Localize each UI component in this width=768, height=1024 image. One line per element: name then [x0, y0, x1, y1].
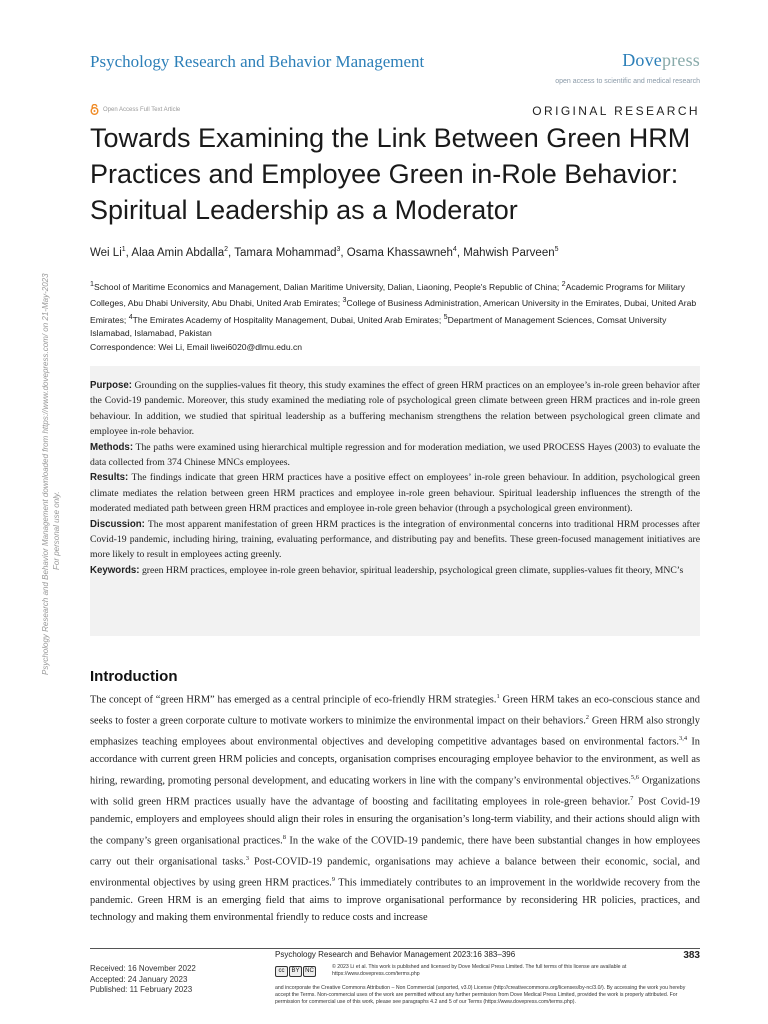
citation-ref: 8 — [282, 833, 286, 841]
abstract-box — [90, 366, 700, 636]
section-heading-introduction: Introduction — [90, 668, 178, 685]
author-list — [90, 246, 559, 259]
affiliation-mark: 5 — [443, 312, 448, 321]
intro-text: The concept of “green HRM” has emerged as a central principle of eco-friendly HRM strategies. — [90, 694, 497, 706]
journal-name: Psychology Research and Behavior Management — [90, 52, 425, 71]
affiliation-text: The Emirates Academy of Hospitality Management, Dubai, United Arab Emirates; — [132, 314, 444, 325]
affiliation-mark: 3 — [342, 296, 347, 305]
abstract-label: Methods: — [90, 441, 134, 453]
page-number: 383 — [683, 950, 700, 961]
citation-ref: 3,4 — [678, 735, 688, 743]
intro-text: In the wake of the COVID-19 pandemic, there have been substantial changes in how employees carry out their organisational tasks. — [90, 834, 700, 868]
abstract-text: Grounding on the supplies-values fit theory, this study examines the effect of green HRM practices on an employee’s in-role green behavior after the Covid-19 pandemic. Moreover, this study examined the mediating role of psychological green climate between green HRM practices and in-role green behaviour. In addition, we studied that spiritual leadership as a buffering mechanism strengthens the relation between psychological green climate and employee in-role behavior. — [90, 380, 700, 438]
author-separator: , — [228, 246, 235, 259]
download-watermark — [40, 180, 60, 680]
cc-icon: cc — [275, 966, 288, 977]
abstract-text: The most apparent manifestation of green HRM practices is the integration of environmental concerns into traditional HRM processes after Covid-19 pandemic, including hiring, training, evaluating performance, and distributing pay and benefits. These green-focused management initiatives are more likely to result in employees acting greenly. — [90, 518, 700, 561]
author-affiliation-mark: 1 — [121, 246, 126, 253]
article-type: ORIGINAL RESEARCH — [532, 104, 700, 118]
author-separator: , — [456, 246, 464, 259]
citation-ref: 3 — [245, 854, 250, 862]
introduction-body — [90, 688, 700, 927]
citation-ref: 2 — [585, 714, 590, 722]
author-name: Mahwish Parveen — [463, 246, 555, 259]
open-access-icon — [90, 104, 99, 115]
abstract-label: Purpose: — [90, 380, 132, 391]
by-icon: BY — [289, 966, 302, 977]
abstract-text: The paths were examined using hierarchical multiple regression and for moderation mediation, we used PROCESS Hayes (2003) to evaluate the data collected from 374 Chinese MNCs employees. — [90, 441, 700, 469]
abstract-paragraph — [90, 440, 700, 471]
affiliation-mark: 2 — [561, 280, 566, 288]
citation-ref: 9 — [331, 875, 335, 883]
publisher-logo-dove: Dove — [622, 50, 662, 70]
intro-text: In accordance with current green HRM policies and concepts, organisation comprises encouraging employee behavior to the environment, as well as hiring, rewarding, promoting personal development, and educating workers in line with the company’s environmental objectives. — [90, 736, 700, 787]
intro-text: Post-COVID-19 pandemic, organisations may achieve a balance between their economic, social, and environmental objectives by using green HRM practices. — [90, 856, 700, 889]
open-access-label — [90, 104, 180, 115]
author-affiliation-mark: 5 — [554, 246, 559, 253]
citation-ref: 1 — [496, 693, 500, 700]
author-affiliation-mark: 3 — [336, 246, 341, 253]
received-date: Received: 16 November 2022 — [90, 964, 196, 973]
author-separator: , — [340, 246, 347, 259]
author-affiliation-mark: 2 — [224, 246, 229, 253]
article-title: Towards Examining the Link Between Green HRM Practices and Employee Green in-Role Behavior: Spiritual Leadership as a Moderator — [90, 123, 691, 225]
affiliation-text: School of Maritime Economics and Management, Dalian Maritime University, Dalian, Liaoning, People's Republic of China; — [93, 281, 562, 292]
abstract-paragraph — [90, 378, 700, 440]
abstract-text: green HRM practices, employee in-role green behavior, spiritual leadership, psychological green climate, supplies-values fit theory, MNC’s — [139, 564, 684, 576]
author-name: Osama Khassawneh — [346, 246, 453, 259]
footer-divider — [90, 948, 700, 949]
cc-license-badge[interactable] — [275, 966, 316, 977]
intro-text: This immediately contributes to an improvement in the worldwide recovery from the pandemic. Green HRM is an emerging field that aims to improve organisational performance by reconsidering HR policies, practices, and technology and making them environmental friendly to reduce costs and increase — [90, 877, 700, 924]
affiliations — [90, 278, 710, 340]
affiliation-text: Department of Management Sciences, Comsat University Islamabad, Islamabad, Pakistan — [90, 314, 667, 338]
abstract-paragraph — [90, 517, 700, 563]
affiliation-mark: 1 — [90, 280, 94, 288]
article-dates — [90, 964, 196, 996]
correspondence: Correspondence: Wei Li, Email liwei6020@dlmu.edu.cn — [90, 342, 303, 352]
abstract-paragraph — [90, 470, 700, 516]
open-access-text: Open Access Full Text Article — [103, 106, 181, 113]
publisher-tagline: open access to scientific and medical research — [555, 78, 700, 85]
author-name: Alaa Amin Abdalla — [131, 246, 225, 259]
license-text-first: © 2023 Li et al. This work is published and licensed by Dove Medical Press Limited. The full terms of this license are available at https://www.dovepress.com/terms.php — [332, 964, 627, 977]
footer-citation: Psychology Research and Behavior Management 2023:16 383–396 — [275, 950, 516, 959]
watermark-line-2: For personal use only. — [52, 491, 61, 570]
license-text-rest: and incorporate the Creative Commons Attribution – Non Commercial (unported, v3.0) License (http://creativecommons.org/licenses/by-nc/3.0/). By accessing the work you hereby accept the Terms. Non-commercial uses of the work are permitted without any further permission from Dove Medical Press Limited, provided the work is properly attributed. For permission for commercial use of this work, please see paragraphs 4.2 and 5 of our Terms (https://www.dovepress.com/terms.php). — [275, 985, 686, 1005]
abstract-text: The findings indicate that green HRM practices have a positive effect on employees’ in-role green behaviour. In addition, psychological green climate mediates the relation between green HRM practices and employee in-role green behaviour. Spiritual leadership influences the strength of the moderated mediated path between green HRM practices and employee in-role green behavior (through a psychological green environment). — [90, 472, 700, 515]
publisher-logo-press: press — [662, 50, 700, 70]
accepted-date: Accepted: 24 January 2023 — [90, 974, 188, 984]
affiliation-text: Academic Programs for Military Colleges, Abu Dhabi University, Abu Dhabi, United Arab Emirates; — [90, 281, 686, 309]
intro-text: Green HRM takes an eco-conscious stance and seeks to foster a green corporate culture to motivate workers to minimize the environmental impact on their behaviors. — [90, 694, 700, 727]
affiliation-text: College of Business Administration, American University in the Emirates, Dubai, United Arab Emirates; — [90, 298, 697, 325]
published-date: Published: 11 February 2023 — [90, 985, 193, 994]
abstract-label: Discussion: — [90, 518, 145, 530]
intro-text: Organizations with solid green HRM practices usually have the advantage of boosting and facilitating employees in role-green behavior. — [90, 775, 700, 808]
intro-text: Green HRM also strongly emphasizes teaching employees about environmental objectives and developing competitive advantages based on environmental factors. — [90, 715, 700, 748]
citation-ref: 7 — [630, 794, 634, 802]
citation-ref: 5,6 — [630, 773, 639, 781]
author-name: Wei Li — [90, 246, 122, 259]
affiliation-mark: 4 — [128, 312, 133, 321]
author-separator: , — [125, 246, 132, 259]
abstract-paragraph — [90, 563, 700, 578]
abstract-label: Results: — [90, 472, 129, 484]
publisher-logo — [622, 50, 700, 71]
author-affiliation-mark: 4 — [452, 246, 457, 253]
intro-text: Post Covid-19 pandemic, employers and employees should align their roles in ensuring the organisation’s long-term viability, and their actions should align with the company’s green organisational practices. — [90, 796, 700, 846]
abstract-label: Keywords: — [90, 564, 140, 576]
watermark-line-1: Psychology Research and Behavior Management downloaded from https://www.dovepress.com/ on 21-May-2023 — [41, 273, 50, 675]
nc-icon: NC — [303, 966, 316, 977]
author-name: Tamara Mohammad — [234, 246, 337, 259]
